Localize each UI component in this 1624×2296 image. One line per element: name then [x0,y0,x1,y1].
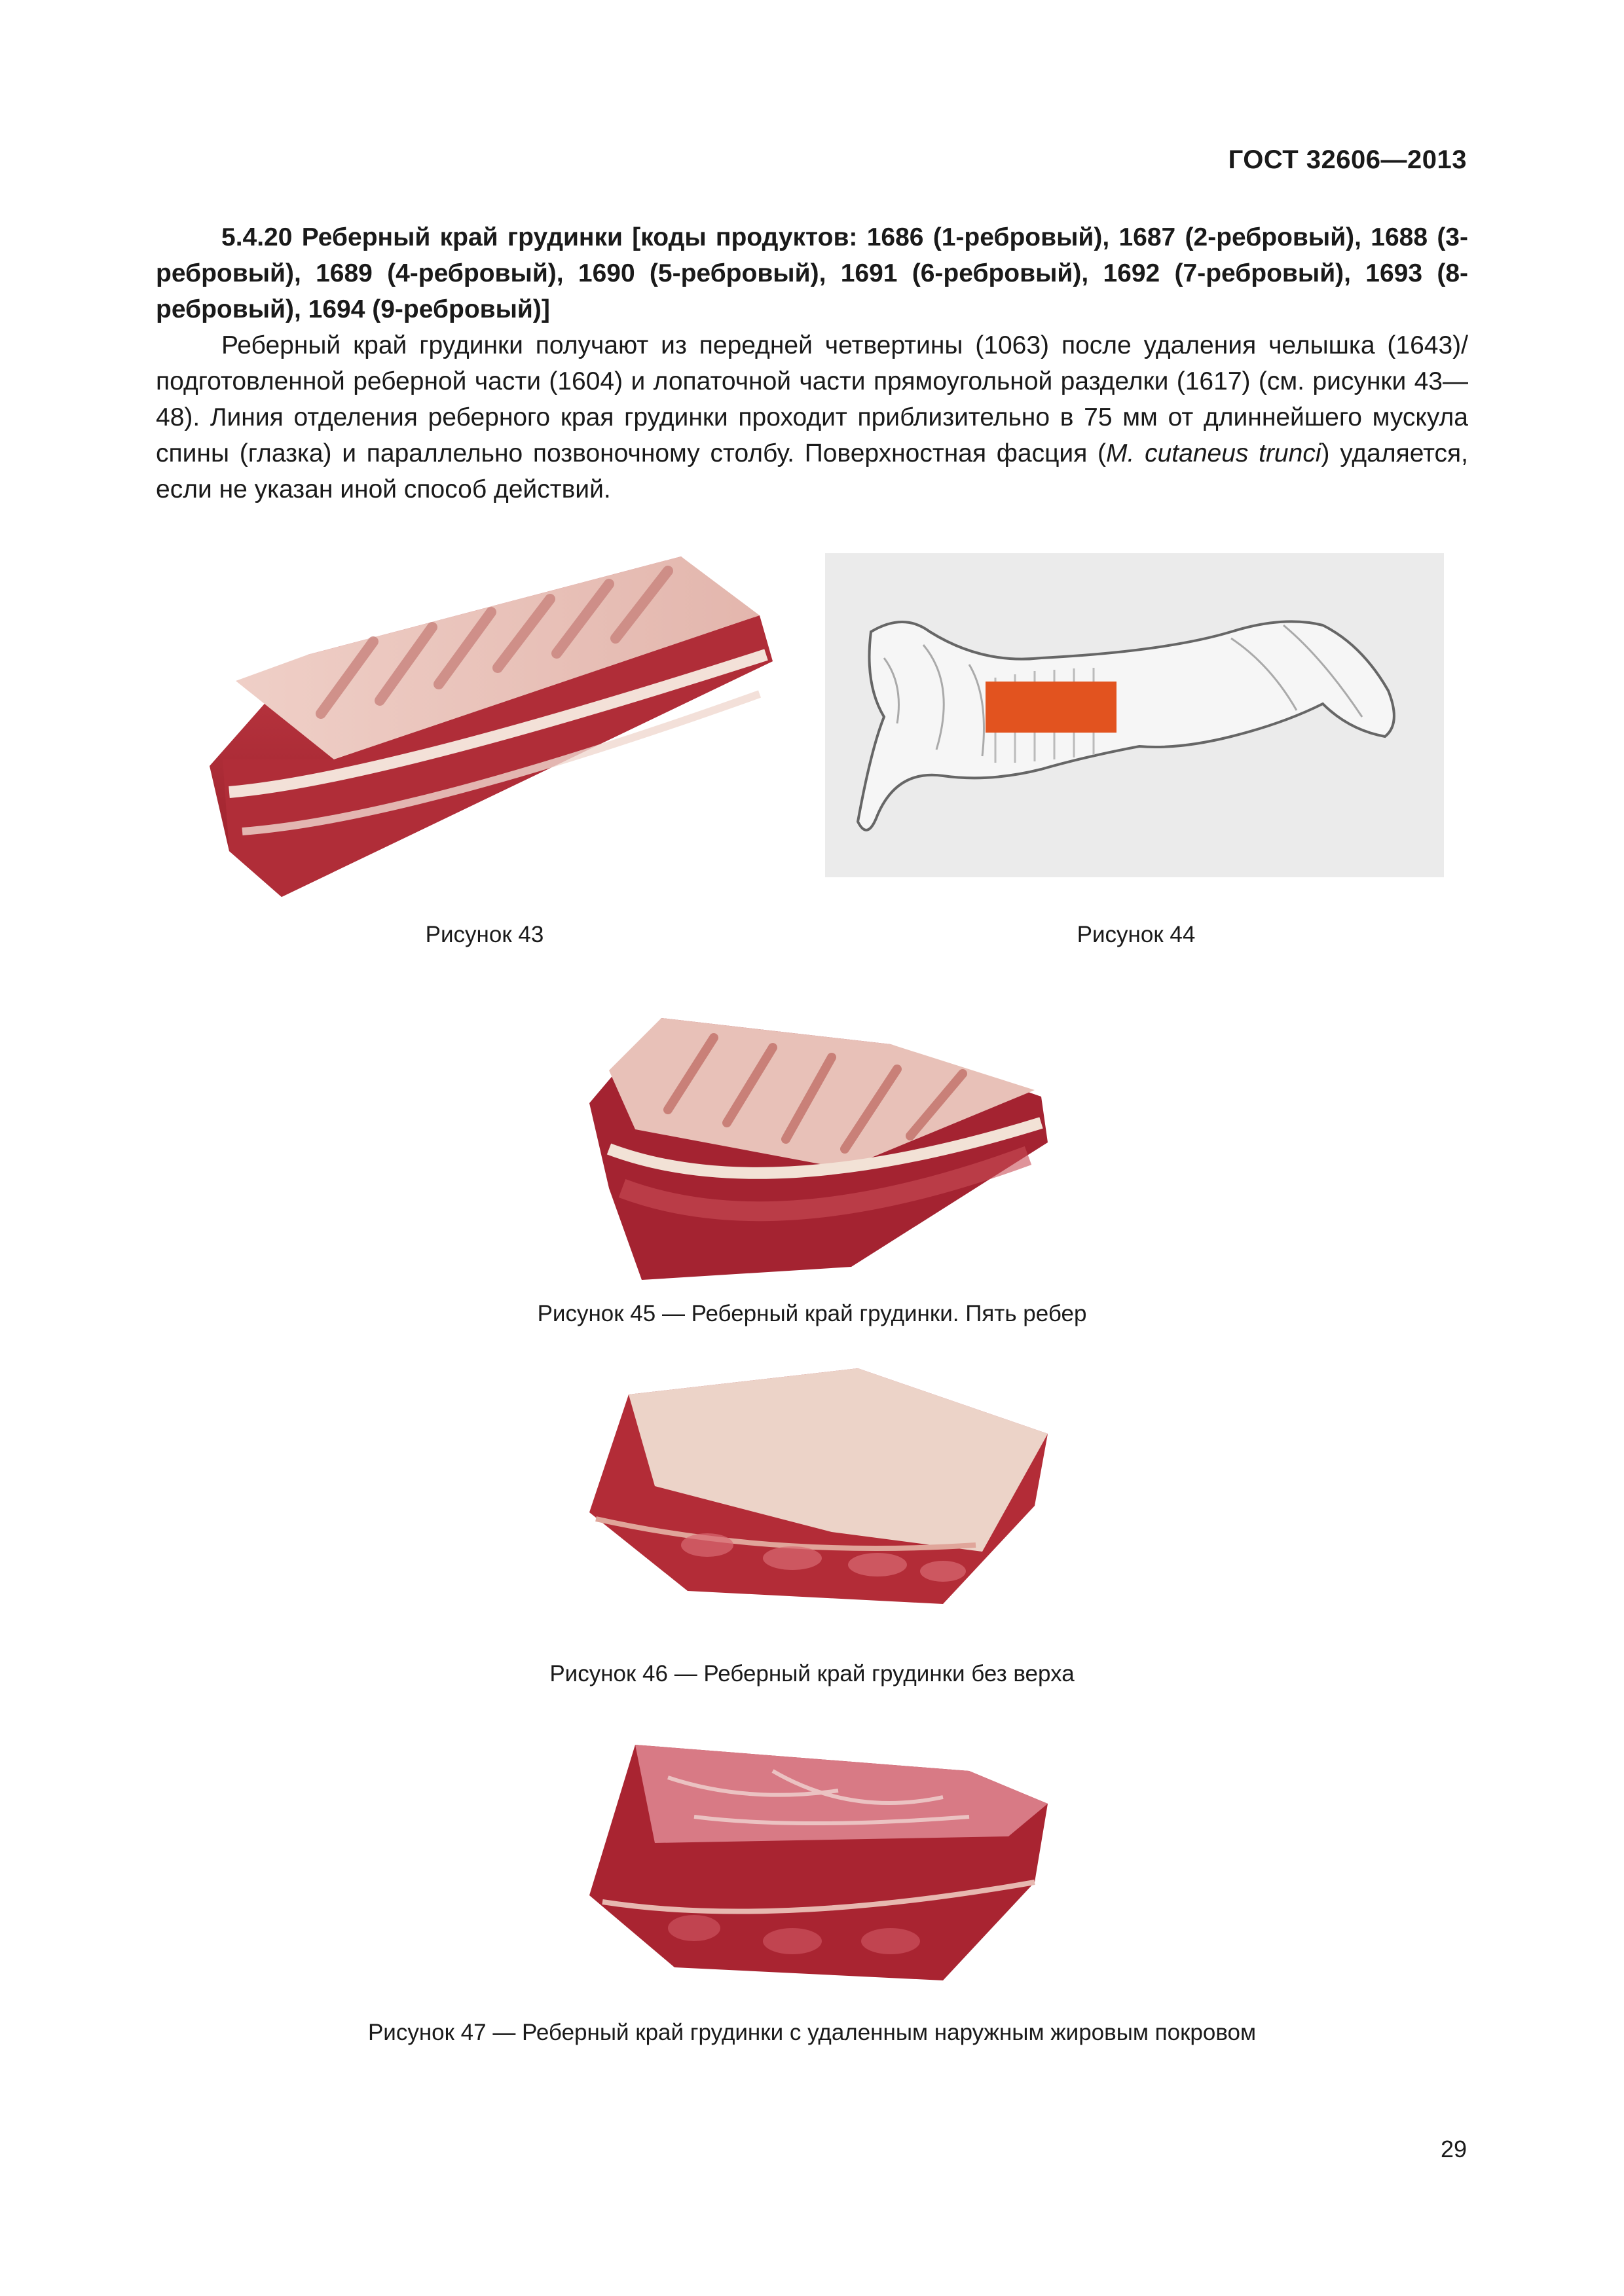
rib-edge-highlight [986,682,1116,733]
figure-47-image [576,1732,1048,1987]
document-id-header: ГОСТ 32606—2013 [1228,145,1467,174]
page-number: 29 [1440,2136,1467,2162]
body-text-part1: Реберный край грудинки получают из передней четвертины (1063) после удаления челышка (1643)/подготовленной реберной части (1604) и лопаточной части прямоугольной разделки (1617) (см. рисунки 43—48). Линия отделения реберного края грудинки проходит приблизительно в 75 мм от длиннейшего мускула спины (глазка) и параллельно позвоночному столбу. Поверхностная фасция ( [156,331,1468,467]
figure-44-carcass-diagram [825,553,1444,877]
section-5-4-20 [156,219,1468,507]
body-text-latin-term: M. cutaneus trunci [1106,439,1321,467]
figure-43-caption: Рисунок 43 [425,922,544,947]
figure-47-caption: Рисунок 47 — Реберный край грудинки с удаленным наружным жировым покровом [367,2020,1257,2045]
figure-45-caption: Рисунок 45 — Реберный край грудинки. Пять ребер [537,1301,1087,1326]
figure-46-image [576,1355,1048,1617]
figure-46-caption: Рисунок 46 — Реберный край грудинки без верха [549,1661,1075,1686]
body-text-part2: ) удаляется, если не указан иной способ действий. [156,439,1469,503]
figure-44-caption: Рисунок 44 [1077,922,1196,947]
figure-45-image [570,992,1054,1283]
figure-43-image [183,543,805,910]
section-heading: 5.4.20 Реберный край грудинки [коды продуктов: 1686 (1-ребровый), 1687 (2-ребровый), 1688 (3-ребровый), 1689 (4-ребровый), 1690 (5-ребровый), 1691 (6-ребровый), 1692 (7-ребровый), 1693 (8-ребровый), 1694 (9-ребровый)] [156,223,1468,323]
section-body [156,327,1468,507]
